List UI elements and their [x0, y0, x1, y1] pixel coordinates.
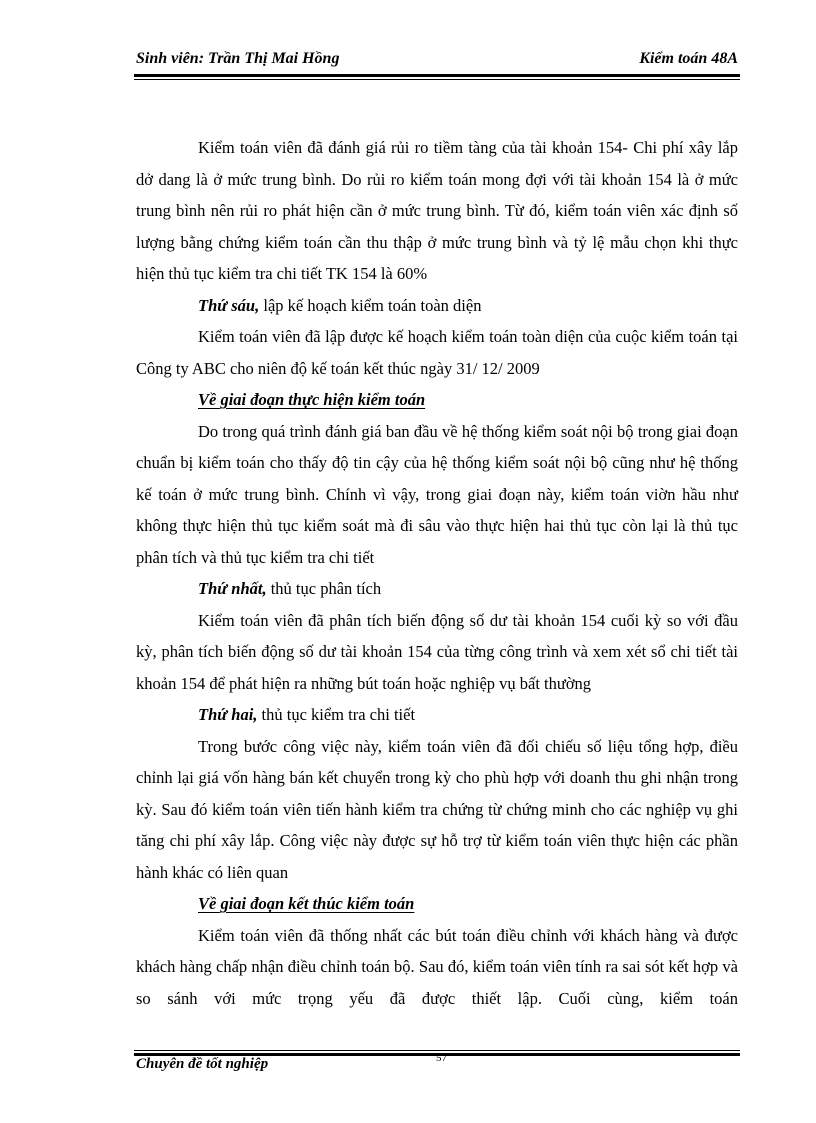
step-six-label: Thứ sáu, — [198, 295, 260, 315]
paragraph-detail-tests: Trong bước công việc này, kiểm toán viên đã đối chiếu số liệu tổng hợp, điều chỉnh lại giá vốn hàng bán kết chuyển trong kỳ cho phù hợp với doanh thu ghi nhận trong kỳ. Sau đó kiểm toán viên tiến hành kiểm tra chứng từ chứng minh cho các nghiệp vụ ghi tăng chi phí xây lắp. Công việc này được sự hỗ trợ từ kiểm toán viên thực hiện các phần hành khác có liên quan — [136, 736, 738, 882]
paragraph-overall-plan: Kiểm toán viên đã lập được kế hoạch kiểm toán toàn diện của cuộc kiểm toán tại Công ty ABC cho niên độ kế toán kết thúc ngày 31/ 12/ 2009 — [136, 327, 738, 378]
page-header — [134, 49, 740, 75]
paragraph-risk-assessment: Kiểm toán viên đã đánh giá rủi ro tiềm tàng của tài khoản 154- Chi phí xây lắp dở dang là ở mức trung bình. Do rủi ro kiểm toán mong đợi với tài khoản 154 là ở mức trung bình nên rủi ro phát hiện cần ở mức trung bình. Từ đó, kiểm toán viên xác định số lượng bằng chứng kiểm toán cần thu thập ở mức trung bình và tỷ lệ mẫu chọn khi thực hiện thủ tục kiểm tra chi tiết TK 154 là 60% — [136, 138, 738, 283]
step-second-label: Thứ hai, — [198, 705, 258, 724]
footer-rule-thin — [134, 1050, 740, 1051]
section-heading-conclusion: Về giai đoạn kết thúc kiểm toán — [198, 894, 415, 913]
footer-label: Chuyên đề tốt nghiệp — [136, 1056, 269, 1072]
header-class: Kiểm toán 48A — [639, 50, 738, 67]
paragraph-execution: Do trong quá trình đánh giá ban đầu về hệ thống kiểm soát nội bộ trong giai đoạn chuẩn bị kiểm toán cho thấy độ tin cậy của hệ thống kiểm soát nội bộ cũng như hệ thống kế toán ở mức trung bình. Chính vì vậy, trong giai đoạn này, kiểm toán viờn hầu như không thực hiện thủ tục kiểm soát mà đi sâu vào thực hiện hai thủ tục còn lại là thủ tục phân tích và thủ tục kiểm tra chi tiết — [136, 421, 738, 567]
step-second — [136, 699, 738, 731]
page-number: 57 — [436, 1052, 447, 1064]
header-rule-thin — [134, 79, 740, 80]
step-six-text: lập kế hoạch kiểm toán toàn diện — [259, 295, 482, 315]
step-six — [136, 290, 738, 322]
step-second-text: thủ tục kiểm tra chi tiết — [257, 705, 416, 724]
step-first-label: Thứ nhất, — [198, 579, 267, 598]
paragraph-analytical-procedures: Kiểm toán viên đã phân tích biến động số dư tài khoản 154 cuối kỳ so với đầu kỳ, phân tích biến động số dư tài khoản 154 của từng công trình và xem xét sổ chi tiết tài khoản 154 để phát hiện ra những bút toán hoặc nghiệp vụ bất thường — [136, 610, 738, 693]
document-body — [136, 132, 738, 1014]
section-heading-execution: Về giai đoạn thực hiện kiểm toán — [198, 390, 426, 409]
step-first-text: thủ tục phân tích — [266, 579, 382, 598]
step-first — [136, 573, 738, 605]
header-student-name: Sinh viên: Trần Thị Mai Hồng — [136, 50, 340, 67]
header-rule-thick — [134, 74, 740, 77]
paragraph-conclusion: Kiểm toán viên đã thống nhất các bút toán điều chỉnh với khách hàng và được khách hàng chấp nhận điều chỉnh toán bộ. Sau đó, kiểm toán viên tính ra sai sót kết hợp và so sánh với mức trọng yếu đã được thiết lập. Cuối cùng, kiểm toán — [136, 925, 738, 1008]
